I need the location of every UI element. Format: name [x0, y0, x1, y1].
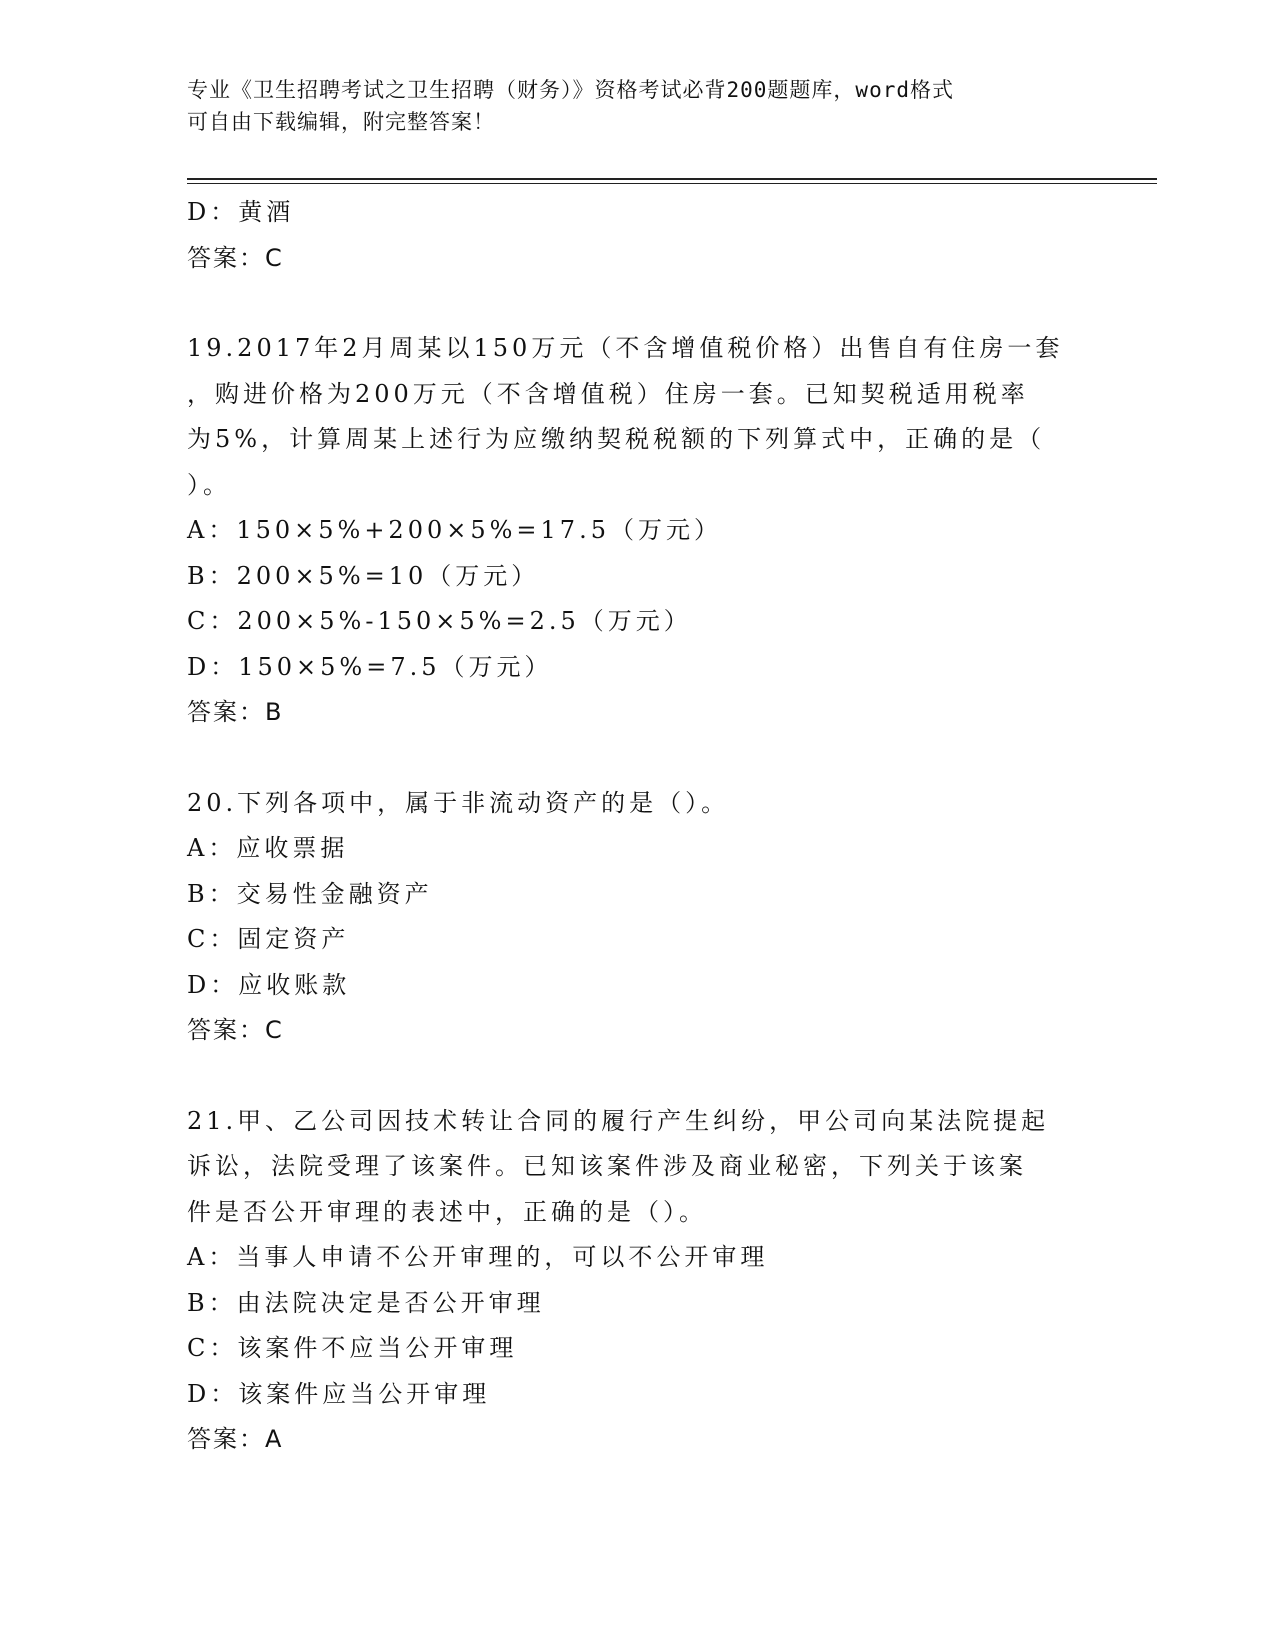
option-b: B：200×5%=10（万元）	[187, 561, 540, 590]
option-d: D：150×5%=7.5（万元）	[187, 652, 553, 681]
option-d: D：该案件应当公开审理	[187, 1379, 491, 1408]
question-stem-line: ）。	[187, 470, 231, 499]
document-header	[187, 74, 1067, 138]
spacer	[187, 736, 1087, 781]
question-stem-line: 诉讼，法院受理了该案件。已知该案件涉及商业秘密，下列关于该案	[187, 1152, 1027, 1180]
option-b: B：由法院决定是否公开审理	[187, 1288, 545, 1317]
header-line-2: 可自由下载编辑，附完整答案！	[187, 110, 495, 134]
option-a: A：应收票据	[187, 834, 349, 862]
question-stem-line: 20.下列各项中，属于非流动资产的是（）。	[187, 788, 730, 817]
option-c: C：固定资产	[187, 925, 350, 953]
header-line-1: 专业《卫生招聘考试之卫生招聘（财务）》资格考试必背200题题库，word格式	[187, 78, 954, 102]
question-stem-line: 为5%，计算周某上述行为应缴纳契税税额的下列算式中，正确的是（	[187, 425, 1046, 453]
previous-question-tail	[187, 190, 1087, 281]
question-20	[187, 781, 1087, 1054]
question-stem-line: 19.2017年2月周某以150万元（不含增值税价格）出售自有住房一套	[187, 334, 1064, 362]
option-b: B：交易性金融资产	[187, 879, 433, 908]
question-stem-line: ，购进价格为200万元（不含增值税）住房一套。已知契税适用税率	[187, 379, 1029, 408]
question-stem-line: 21.甲、乙公司因技术转让合同的履行产生纠纷，甲公司向某法院提起	[187, 1106, 1050, 1135]
header-rule-thin	[187, 183, 1157, 184]
answer-line: 答案：A	[187, 1425, 284, 1453]
header-rule-thick	[187, 178, 1157, 180]
spacer	[187, 1054, 1087, 1099]
question-stem-line: 件是否公开审理的表述中，正确的是（）。	[187, 1197, 707, 1226]
option-d: D：黄酒	[187, 198, 295, 226]
answer-line: 答案：C	[187, 243, 284, 272]
option-a: A：150×5%+200×5%=17.5（万元）	[187, 516, 722, 544]
question-19	[187, 326, 1087, 736]
option-d: D：应收账款	[187, 970, 351, 999]
option-c: C：200×5%-150×5%=2.5（万元）	[187, 607, 692, 635]
question-21	[187, 1099, 1087, 1463]
answer-line: 答案：C	[187, 1016, 284, 1044]
option-a: A：当事人申请不公开审理的，可以不公开审理	[187, 1243, 769, 1271]
spacer	[187, 281, 1087, 326]
question-content	[187, 190, 1087, 1463]
option-c: C：该案件不应当公开审理	[187, 1334, 518, 1362]
answer-line: 答案：B	[187, 698, 284, 726]
